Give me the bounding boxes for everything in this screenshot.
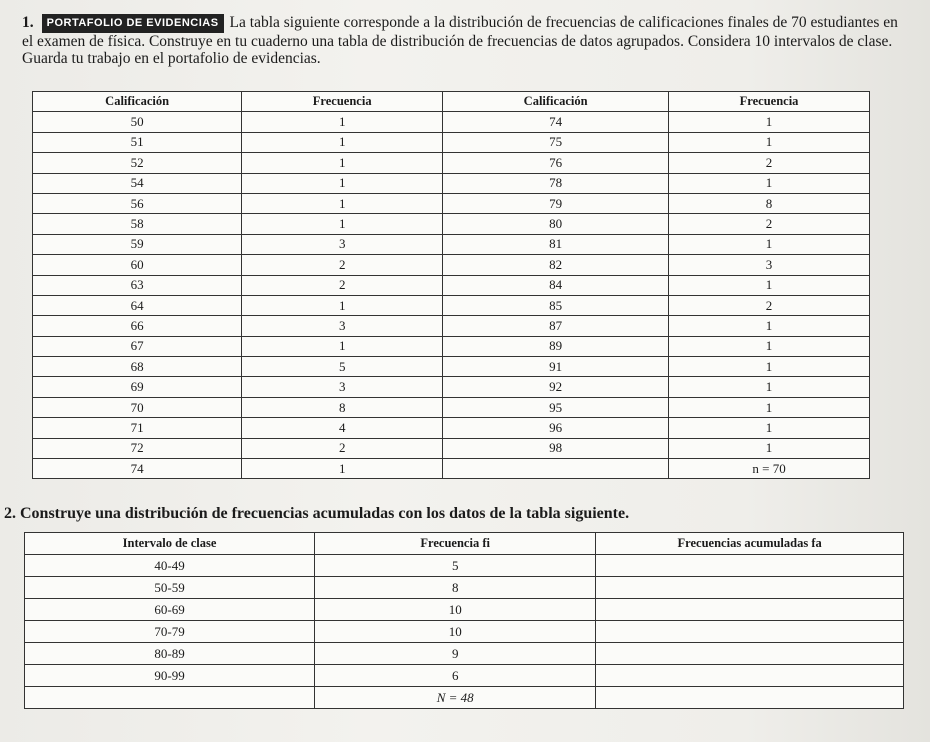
grade-cell: 96 — [443, 418, 669, 438]
table-row — [33, 418, 870, 438]
empty-cell — [25, 687, 315, 709]
cumulative-cell[interactable] — [596, 555, 904, 577]
frequency-table-grades — [32, 91, 870, 479]
frequency-cell: 1 — [242, 132, 443, 152]
frequency-cell: 1 — [669, 377, 870, 397]
interval-cell: 80-89 — [25, 643, 315, 665]
frequency-cell: 1 — [669, 418, 870, 438]
grade-cell: 70 — [33, 397, 242, 417]
grade-cell: 60 — [33, 255, 242, 275]
col-header-cumulative: Frecuencias acumuladas fa — [596, 533, 904, 555]
grade-cell: 74 — [33, 459, 242, 479]
col-header-freq-left: Frecuencia — [242, 92, 443, 112]
table-row — [33, 234, 870, 254]
interval-cell: 40-49 — [25, 555, 315, 577]
grade-cell: 91 — [443, 357, 669, 377]
cumulative-cell[interactable] — [596, 665, 904, 687]
col-header-frequency: Frecuencia fi — [315, 533, 596, 555]
table-row — [25, 621, 904, 643]
interval-cell: 90-99 — [25, 665, 315, 687]
col-header-grade-right: Calificación — [443, 92, 669, 112]
table-row — [33, 316, 870, 336]
grade-cell: 64 — [33, 295, 242, 315]
grade-cell: 79 — [443, 193, 669, 213]
grade-cell: 50 — [33, 112, 242, 132]
col-header-interval: Intervalo de clase — [25, 533, 315, 555]
cumulative-cell[interactable] — [596, 577, 904, 599]
frequency-cell: 1 — [669, 112, 870, 132]
table2-header-row — [25, 533, 904, 555]
table-row — [25, 577, 904, 599]
grade-cell: 89 — [443, 336, 669, 356]
frequency-cell: 10 — [315, 621, 596, 643]
table1-header-row — [33, 92, 870, 112]
table-row — [33, 112, 870, 132]
frequency-cell: 1 — [242, 295, 443, 315]
grade-cell: 81 — [443, 234, 669, 254]
frequency-cell: 3 — [242, 316, 443, 336]
frequency-cell: 2 — [242, 438, 443, 458]
grade-cell: 82 — [443, 255, 669, 275]
table-row — [33, 193, 870, 213]
frequency-cell: 3 — [242, 234, 443, 254]
grade-cell: 75 — [443, 132, 669, 152]
table-row — [33, 153, 870, 173]
exercise-1-instructions: La tabla siguiente corresponde a la distribución de frecuencias de calificaciones finales de 70 estudiantes en el examen de física. Construye en tu cuaderno una tabla de distribución de frecuencias de datos agrupados. Considera 10 intervalos de clase. Guarda tu trabajo en el portafolio de evidencias. — [22, 14, 898, 67]
grade-cell: 78 — [443, 173, 669, 193]
table-row — [33, 357, 870, 377]
table2-body — [25, 555, 904, 709]
table-row — [33, 214, 870, 234]
table-row — [25, 599, 904, 621]
table-row — [33, 377, 870, 397]
frequency-cell: 10 — [315, 599, 596, 621]
frequency-cell: 8 — [315, 577, 596, 599]
grade-cell: 84 — [443, 275, 669, 295]
frequency-cell: 1 — [242, 214, 443, 234]
cumulative-cell[interactable] — [596, 621, 904, 643]
grade-cell: 51 — [33, 132, 242, 152]
frequency-cell: 1 — [669, 275, 870, 295]
empty-cell — [596, 687, 904, 709]
frequency-cell: 1 — [669, 234, 870, 254]
table-row — [33, 397, 870, 417]
frequency-cell: 1 — [669, 336, 870, 356]
grade-cell: 66 — [33, 316, 242, 336]
frequency-cell: 6 — [315, 665, 596, 687]
table-row — [25, 643, 904, 665]
table-row — [25, 665, 904, 687]
grade-cell: 85 — [443, 295, 669, 315]
cumulative-cell[interactable] — [596, 599, 904, 621]
frequency-cell: 3 — [669, 255, 870, 275]
frequency-cell: 4 — [242, 418, 443, 438]
grade-cell: 63 — [33, 275, 242, 295]
table-row — [33, 132, 870, 152]
table1-body — [33, 112, 870, 479]
grade-cell: 67 — [33, 336, 242, 356]
table-row — [25, 555, 904, 577]
frequency-cell: 1 — [242, 153, 443, 173]
frequency-cell: 1 — [669, 357, 870, 377]
grade-cell: 98 — [443, 438, 669, 458]
frequency-cell: 2 — [242, 275, 443, 295]
frequency-cell: 1 — [242, 459, 443, 479]
frequency-cell: 1 — [242, 112, 443, 132]
table-row — [33, 255, 870, 275]
grade-cell: 87 — [443, 316, 669, 336]
frequency-cell: 1 — [669, 438, 870, 458]
frequency-cell: 2 — [669, 295, 870, 315]
frequency-cell: 5 — [242, 357, 443, 377]
col-header-freq-right: Frecuencia — [669, 92, 870, 112]
frequency-cell: 3 — [242, 377, 443, 397]
frequency-cell: 1 — [242, 173, 443, 193]
frequency-cell: 1 — [242, 193, 443, 213]
grade-cell: 92 — [443, 377, 669, 397]
table-row — [33, 173, 870, 193]
table-row — [33, 275, 870, 295]
frequency-cell: 2 — [242, 255, 443, 275]
exercise-1-number: 1. — [22, 14, 34, 31]
total-row — [25, 687, 904, 709]
portfolio-badge: PORTAFOLIO DE EVIDENCIAS — [42, 14, 224, 33]
frequency-cell: 8 — [242, 397, 443, 417]
grade-cell: 80 — [443, 214, 669, 234]
interval-cell: 70-79 — [25, 621, 315, 643]
frequency-cell: 1 — [669, 132, 870, 152]
grade-cell: 58 — [33, 214, 242, 234]
exercise-1-text — [22, 14, 902, 67]
table-row — [33, 336, 870, 356]
grade-cell: 69 — [33, 377, 242, 397]
grade-cell: 95 — [443, 397, 669, 417]
grade-cell: 54 — [33, 173, 242, 193]
frequency-cell: n = 70 — [669, 459, 870, 479]
frequency-cell: 8 — [669, 193, 870, 213]
cumulative-cell[interactable] — [596, 643, 904, 665]
frequency-cell: 1 — [669, 173, 870, 193]
grade-cell: 52 — [33, 153, 242, 173]
table-row — [33, 438, 870, 458]
interval-cell: 60-69 — [25, 599, 315, 621]
table-row — [33, 459, 870, 479]
grade-cell: 59 — [33, 234, 242, 254]
frequency-cell: 2 — [669, 153, 870, 173]
cumulative-frequency-table — [24, 532, 904, 709]
grade-cell: 72 — [33, 438, 242, 458]
grade-cell: 71 — [33, 418, 242, 438]
frequency-cell: 5 — [315, 555, 596, 577]
frequency-cell: 1 — [669, 397, 870, 417]
frequency-cell: 2 — [669, 214, 870, 234]
exercise-2-text: 2. Construye una distribución de frecuencias acumuladas con los datos de la tabla siguiente. — [4, 505, 630, 522]
col-header-grade-left: Calificación — [33, 92, 242, 112]
interval-cell: 50-59 — [25, 577, 315, 599]
total-n-cell: N = 48 — [315, 687, 596, 709]
grade-cell: 76 — [443, 153, 669, 173]
grade-cell: 56 — [33, 193, 242, 213]
frequency-cell: 1 — [242, 336, 443, 356]
table-row — [33, 295, 870, 315]
grade-cell: 68 — [33, 357, 242, 377]
frequency-cell: 9 — [315, 643, 596, 665]
frequency-cell: 1 — [669, 316, 870, 336]
grade-cell — [443, 459, 669, 479]
grade-cell: 74 — [443, 112, 669, 132]
